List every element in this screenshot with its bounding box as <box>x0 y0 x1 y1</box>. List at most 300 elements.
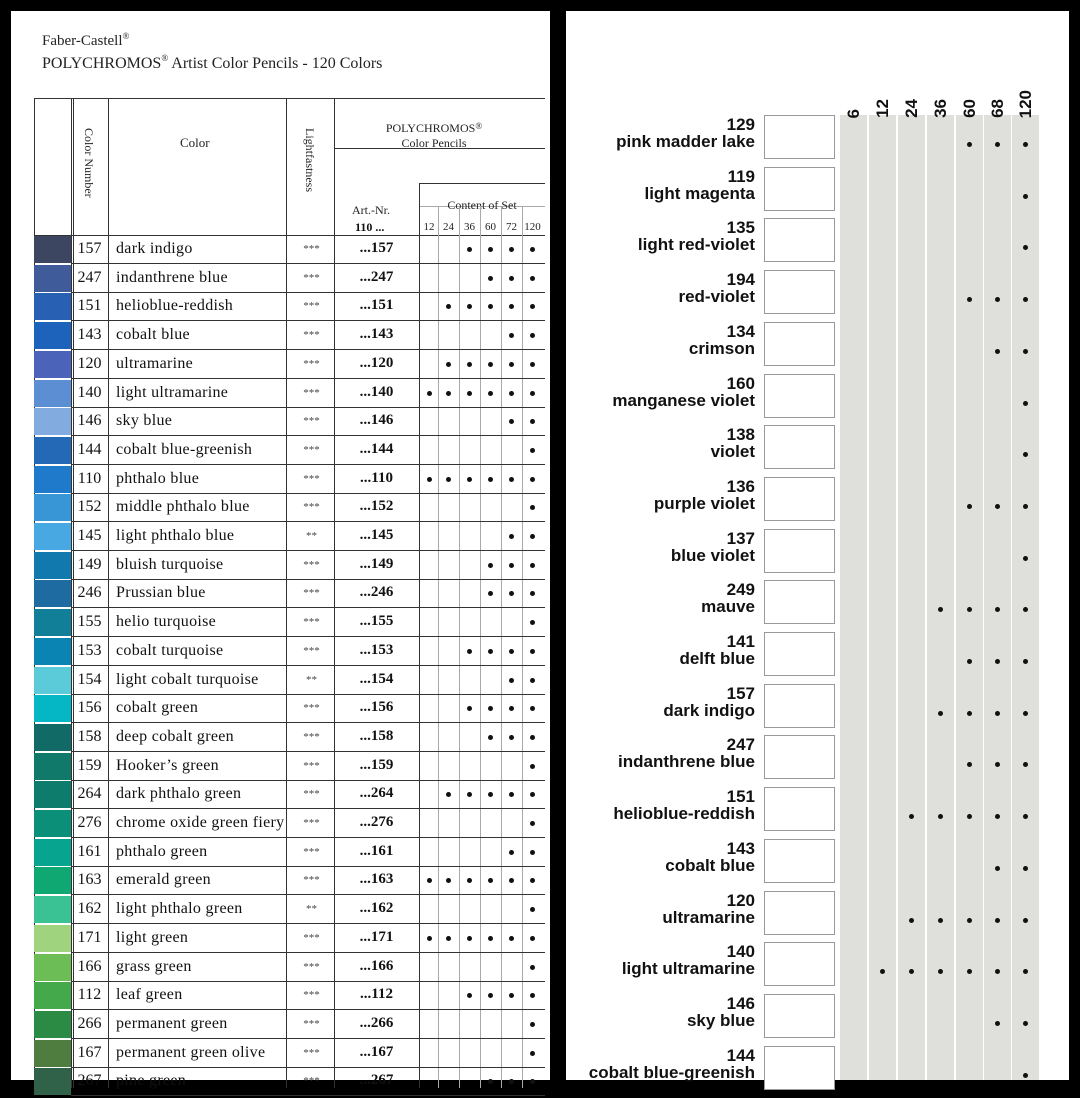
color-number: 143 <box>77 326 102 344</box>
color-name: helioblue-reddish <box>116 297 234 315</box>
swatch-box[interactable] <box>764 115 835 159</box>
set-inclusion-dot <box>488 591 493 596</box>
color-number: 157 <box>77 240 102 257</box>
table-row <box>34 465 545 493</box>
set-inclusion-dot <box>488 247 493 252</box>
set-inclusion-dot <box>530 678 535 683</box>
article-number: ...149 <box>359 555 394 572</box>
set-inclusion-dot <box>530 850 535 855</box>
color-swatch <box>34 351 71 378</box>
set-inclusion-dot <box>530 878 535 883</box>
list-item <box>566 994 1069 1046</box>
set-inclusion-dot <box>967 659 972 664</box>
list-item <box>566 942 1069 994</box>
swatch-box[interactable] <box>764 218 835 262</box>
swatch-box[interactable] <box>764 684 835 728</box>
color-number: 158 <box>77 727 102 745</box>
set-size-header: 24 <box>443 221 454 233</box>
article-number: ...247 <box>359 268 394 285</box>
color-swatch <box>34 293 71 320</box>
set-inclusion-dot <box>530 362 535 367</box>
color-swatch <box>34 609 71 636</box>
color-number: 276 <box>77 814 102 831</box>
color-swatch <box>34 494 71 521</box>
color-name: sky blue <box>116 412 173 430</box>
lightfastness-rating: *** <box>303 1017 320 1030</box>
set-inclusion-dot <box>1023 659 1028 664</box>
header-lightfastness: Lightfastness <box>303 128 317 192</box>
color-number: 144 <box>726 1045 755 1065</box>
list-item <box>566 839 1069 891</box>
table-row <box>34 866 545 894</box>
lightfastness-rating: ** <box>306 903 317 916</box>
set-inclusion-dot <box>909 918 914 923</box>
article-number: ...152 <box>359 498 394 515</box>
set-inclusion-dot <box>530 1079 535 1084</box>
set-inclusion-dot <box>509 649 514 654</box>
set-size-header <box>840 86 869 118</box>
color-swatch <box>34 408 71 435</box>
swatch-box[interactable] <box>764 839 835 883</box>
set-inclusion-dot <box>967 969 972 974</box>
color-table <box>34 98 545 1088</box>
set-inclusion-dot <box>1023 297 1028 302</box>
color-swatch <box>34 1068 71 1095</box>
set-inclusion-dot <box>509 678 514 683</box>
color-name: red-violet <box>678 287 755 307</box>
color-swatch <box>34 925 71 952</box>
set-size-header: 12 <box>423 221 435 233</box>
list-item <box>566 684 1069 736</box>
color-swatch <box>34 580 71 607</box>
set-inclusion-dot <box>509 419 514 424</box>
list-item <box>566 167 1069 219</box>
table-row <box>34 924 545 952</box>
set-size-label: 12 <box>873 99 892 118</box>
color-name: light cobalt turquoise <box>116 670 259 688</box>
lightfastness-rating: *** <box>303 759 320 772</box>
set-inclusion-dot <box>995 969 1000 974</box>
article-number: ...151 <box>359 297 394 314</box>
list-item <box>566 632 1069 684</box>
swatch-box[interactable] <box>764 270 835 314</box>
set-inclusion-dot <box>446 878 451 883</box>
list-item <box>566 1046 1069 1098</box>
color-swatch <box>34 954 71 981</box>
color-name: deep cobalt green <box>116 727 234 745</box>
color-name: light magenta <box>644 183 755 203</box>
set-inclusion-dot <box>967 762 972 767</box>
color-name: ultramarine <box>116 354 194 372</box>
set-inclusion-dot <box>467 878 472 883</box>
swatch-box[interactable] <box>764 425 835 469</box>
table-row <box>34 493 545 521</box>
set-size-header <box>927 86 956 118</box>
set-size-header <box>1012 86 1041 118</box>
set-inclusion-dot <box>938 969 943 974</box>
list-item <box>566 322 1069 374</box>
lightfastness-rating: *** <box>303 931 320 944</box>
color-number: 129 <box>726 115 755 134</box>
table-row <box>34 752 545 780</box>
lightfastness-rating: *** <box>303 443 320 456</box>
set-inclusion-dot <box>509 391 514 396</box>
color-number: 171 <box>77 928 102 946</box>
set-inclusion-dot <box>488 792 493 797</box>
color-number: 141 <box>726 632 755 651</box>
color-name: cobalt blue-greenish <box>588 1062 755 1082</box>
color-number: 146 <box>77 412 102 430</box>
table-row <box>34 1067 545 1095</box>
color-number: 149 <box>77 555 102 573</box>
color-name: chrome oxide green fiery <box>116 814 285 831</box>
color-number: 267 <box>77 1072 102 1090</box>
set-inclusion-dot <box>509 333 514 338</box>
color-number: 160 <box>726 373 755 393</box>
set-inclusion-dot <box>488 276 493 281</box>
lightfastness-rating: *** <box>303 817 320 829</box>
set-inclusion-dot <box>530 821 535 826</box>
set-inclusion-dot <box>488 878 493 883</box>
set-inclusion-dot <box>467 304 472 309</box>
article-number: ...145 <box>359 527 394 543</box>
color-name: pine green <box>116 1072 187 1090</box>
set-inclusion-dot <box>530 735 535 740</box>
set-size-label: 24 <box>902 99 921 118</box>
swatch-box[interactable] <box>764 942 835 986</box>
set-size-header <box>869 86 898 118</box>
lightfastness-rating: ** <box>306 530 317 542</box>
color-name: middle phthalo blue <box>116 498 250 516</box>
lightfastness-rating: *** <box>303 357 320 370</box>
set-inclusion-dot <box>530 993 535 998</box>
table-row <box>34 637 545 665</box>
set-inclusion-dot <box>488 735 493 740</box>
lightfastness-rating: *** <box>303 472 320 485</box>
lightfastness-rating: *** <box>303 415 320 428</box>
table-row <box>34 522 545 550</box>
set-inclusion-dot <box>509 735 514 740</box>
set-size-header <box>956 86 985 118</box>
set-inclusion-dot <box>467 993 472 998</box>
set-inclusion-dot <box>488 563 493 568</box>
table-top-border <box>34 98 545 99</box>
set-inclusion-dot <box>530 1022 535 1027</box>
color-number: 145 <box>77 527 102 544</box>
color-number: 120 <box>77 354 102 372</box>
table-row <box>34 953 545 981</box>
table-row <box>34 723 545 751</box>
table-row <box>34 350 545 378</box>
color-swatch <box>34 867 71 894</box>
content-header-top <box>419 183 545 184</box>
color-number: 136 <box>726 476 755 496</box>
set-inclusion-dot <box>1023 452 1028 457</box>
row-divider <box>71 1095 545 1096</box>
table-row <box>34 838 545 866</box>
color-number: 155 <box>77 613 102 631</box>
set-inclusion-dot <box>995 349 1000 354</box>
color-number: 157 <box>726 683 755 703</box>
lightfastness-rating: *** <box>303 386 320 399</box>
set-inclusion-dot <box>909 814 914 819</box>
color-name: purple violet <box>653 493 755 513</box>
color-name: pink madder lake <box>616 132 755 151</box>
color-name: dark indigo <box>663 700 755 720</box>
set-inclusion-dot <box>509 362 514 367</box>
set-inclusion-dot <box>467 391 472 396</box>
swatch-box[interactable] <box>764 167 835 211</box>
color-number: 153 <box>77 641 102 659</box>
set-inclusion-dot <box>995 711 1000 716</box>
set-inclusion-dot <box>995 918 1000 923</box>
set-inclusion-dot <box>467 936 472 941</box>
color-number: 264 <box>77 785 102 803</box>
set-inclusion-dot <box>995 607 1000 612</box>
set-size-header: 36 <box>464 221 475 233</box>
set-inclusion-dot <box>427 477 432 482</box>
set-size-header: 72 <box>506 221 517 233</box>
color-number: 166 <box>77 957 102 975</box>
color-name: indanthrene blue <box>618 752 755 772</box>
set-inclusion-dot <box>509 247 514 252</box>
set-inclusion-dot <box>509 993 514 998</box>
color-swatch <box>34 466 71 493</box>
header-color: Color <box>180 135 210 150</box>
color-name: cobalt blue-greenish <box>116 440 253 458</box>
set-inclusion-dot <box>967 142 972 147</box>
swatch-box[interactable] <box>764 787 835 831</box>
set-inclusion-dot <box>509 878 514 883</box>
set-size-header: 120 <box>524 221 541 233</box>
color-number: 247 <box>77 268 102 286</box>
set-size-label: 6 <box>844 108 863 118</box>
article-number: ...143 <box>359 326 394 343</box>
color-number: 143 <box>726 838 755 858</box>
swatch-box[interactable] <box>764 322 835 366</box>
swatch-box[interactable] <box>764 477 835 521</box>
article-number: ...158 <box>359 727 394 744</box>
set-inclusion-dot <box>1023 1073 1028 1078</box>
left-color-chart-panel <box>11 11 550 1090</box>
set-inclusion-dot <box>509 706 514 711</box>
lightfastness-rating: *** <box>303 702 320 715</box>
color-number: 151 <box>77 297 102 315</box>
article-number: ...146 <box>359 412 394 429</box>
color-number: 138 <box>726 425 755 445</box>
header-art-prefix: 110 ... <box>355 220 385 234</box>
color-name: helio turquoise <box>116 613 217 631</box>
set-inclusion-dot <box>530 391 535 396</box>
color-number: 110 <box>77 469 102 487</box>
header-content-of-set: Content of Set <box>447 198 517 212</box>
set-inclusion-dot <box>995 142 1000 147</box>
color-swatch <box>34 236 71 263</box>
article-number: ...276 <box>359 814 394 830</box>
set-inclusion-dot <box>995 814 1000 819</box>
color-number: 146 <box>726 993 755 1013</box>
color-swatch <box>34 753 71 780</box>
set-inclusion-dot <box>967 711 972 716</box>
color-name: mauve <box>701 597 755 617</box>
swatch-box[interactable] <box>764 891 835 935</box>
article-number: ...163 <box>359 871 394 888</box>
lightfastness-rating: ** <box>306 673 317 686</box>
set-inclusion-dot <box>467 247 472 252</box>
color-number: 161 <box>77 842 102 860</box>
chart-subtitle: POLYCHROMOS® Artist Color Pencils - 120 Colors <box>42 53 383 72</box>
set-inclusion-dot <box>509 792 514 797</box>
article-number: ...159 <box>359 756 394 773</box>
set-inclusion-dot <box>467 362 472 367</box>
set-inclusion-dot <box>1023 918 1028 923</box>
set-inclusion-dot <box>467 706 472 711</box>
set-inclusion-dot <box>995 762 1000 767</box>
set-inclusion-dot <box>530 1051 535 1056</box>
color-name: cobalt blue <box>116 326 190 344</box>
lightfastness-rating: *** <box>303 300 320 313</box>
table-row <box>34 895 545 923</box>
set-inclusion-dot <box>530 620 535 625</box>
swatch-box[interactable] <box>764 374 835 418</box>
set-inclusion-dot <box>530 505 535 510</box>
lightfastness-rating: *** <box>303 1046 320 1059</box>
set-inclusion-dot <box>446 792 451 797</box>
table-row <box>34 666 545 694</box>
color-name: ultramarine <box>662 907 755 927</box>
article-number: ...166 <box>359 957 394 974</box>
article-number: ...155 <box>359 613 394 630</box>
color-number: 154 <box>77 670 102 688</box>
table-row <box>34 608 545 636</box>
swatch-box[interactable] <box>764 1046 835 1090</box>
set-inclusion-dot <box>530 907 535 912</box>
lightfastness-rating: *** <box>303 587 320 600</box>
set-inclusion-dot <box>488 936 493 941</box>
swatch-box[interactable] <box>764 529 835 573</box>
set-inclusion-dot <box>530 333 535 338</box>
set-inclusion-dot <box>509 563 514 568</box>
set-inclusion-dot <box>530 764 535 769</box>
set-inclusion-dot <box>488 362 493 367</box>
set-inclusion-dot <box>509 477 514 482</box>
set-inclusion-dot <box>1023 245 1028 250</box>
set-size-label: 68 <box>988 99 1007 118</box>
table-row <box>34 264 545 292</box>
lightfastness-rating: *** <box>303 501 320 514</box>
color-swatch <box>34 1011 71 1038</box>
color-name: permanent green olive <box>116 1043 266 1061</box>
color-swatch <box>34 437 71 464</box>
list-item <box>566 218 1069 270</box>
swatch-box[interactable] <box>764 580 835 624</box>
color-number: 163 <box>77 871 102 889</box>
lightfastness-rating: *** <box>303 989 320 1002</box>
swatch-box[interactable] <box>764 632 835 676</box>
article-number: ...267 <box>359 1072 394 1089</box>
set-inclusion-dot <box>467 649 472 654</box>
set-inclusion-dot <box>467 792 472 797</box>
list-item <box>566 374 1069 426</box>
article-number: ...112 <box>360 986 393 1003</box>
set-inclusion-dot <box>530 534 535 539</box>
set-inclusion-dot <box>509 936 514 941</box>
table-row <box>34 235 545 263</box>
color-number: 120 <box>726 890 755 910</box>
table-row <box>34 551 545 579</box>
color-name: emerald green <box>116 871 211 889</box>
set-inclusion-dot <box>938 607 943 612</box>
set-inclusion-dot <box>938 918 943 923</box>
set-inclusion-dot <box>446 391 451 396</box>
table-row <box>34 579 545 607</box>
color-number: 140 <box>726 942 755 962</box>
set-size-label: 60 <box>960 99 979 118</box>
set-inclusion-dot <box>938 814 943 819</box>
set-size-label: 120 <box>1016 89 1035 118</box>
set-inclusion-dot <box>1023 607 1028 612</box>
color-name: dark indigo <box>116 240 193 257</box>
set-inclusion-dot <box>488 391 493 396</box>
set-inclusion-dot <box>446 304 451 309</box>
color-number: 162 <box>77 900 102 918</box>
article-number: ...171 <box>359 928 394 945</box>
right-color-chart-panel <box>566 11 1069 1080</box>
set-inclusion-dot <box>509 534 514 539</box>
color-swatch <box>34 982 71 1009</box>
set-inclusion-dot <box>995 866 1000 871</box>
swatch-box[interactable] <box>764 735 835 779</box>
set-inclusion-dot <box>530 591 535 596</box>
set-inclusion-dot <box>967 504 972 509</box>
color-name: cobalt turquoise <box>116 641 224 659</box>
color-name: phthalo blue <box>116 469 200 487</box>
set-inclusion-dot <box>967 918 972 923</box>
set-inclusion-dot <box>427 936 432 941</box>
color-name: grass green <box>116 957 192 975</box>
color-swatch <box>34 523 71 550</box>
set-inclusion-dot <box>530 419 535 424</box>
set-inclusion-dot <box>446 477 451 482</box>
set-inclusion-dot <box>995 297 1000 302</box>
color-number: 246 <box>77 584 102 602</box>
set-inclusion-dot <box>1023 401 1028 406</box>
set-inclusion-dot <box>1023 969 1028 974</box>
lightfastness-rating: *** <box>303 616 320 629</box>
brand-name: Faber-Castell® <box>42 31 130 49</box>
color-name: delft blue <box>679 649 755 668</box>
swatch-box[interactable] <box>764 994 835 1038</box>
header-color-number: Color Number <box>82 128 96 198</box>
set-inclusion-dot <box>1023 711 1028 716</box>
set-inclusion-dot <box>530 936 535 941</box>
set-inclusion-dot <box>509 1079 514 1084</box>
set-size-label: 36 <box>931 99 950 118</box>
set-inclusion-dot <box>995 504 1000 509</box>
color-swatch <box>34 839 71 866</box>
color-swatch <box>34 552 71 579</box>
color-name: light red-violet <box>637 235 755 255</box>
color-number: 140 <box>77 383 102 401</box>
article-number: ...110 <box>360 469 393 486</box>
set-inclusion-dot <box>446 362 451 367</box>
table-row <box>34 379 545 407</box>
article-number: ...120 <box>359 354 394 371</box>
set-inclusion-dot <box>909 969 914 974</box>
set-inclusion-dot <box>1023 1021 1028 1026</box>
color-number: 134 <box>726 321 755 341</box>
color-name: permanent green <box>116 1014 228 1032</box>
